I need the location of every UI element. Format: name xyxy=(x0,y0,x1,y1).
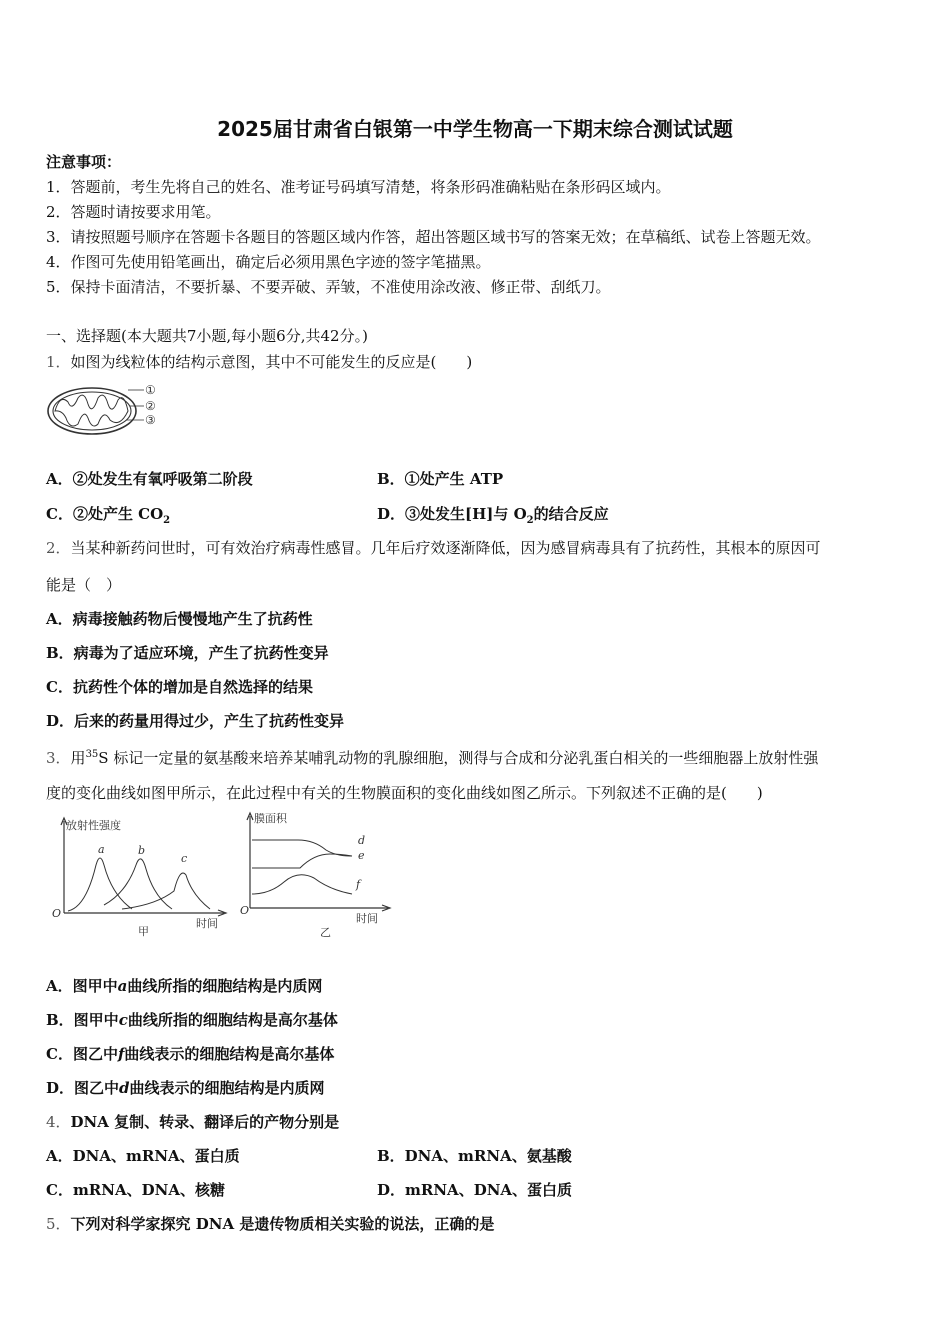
option-a: A．DNA、mRNA、蛋白质 xyxy=(46,1147,240,1165)
x-axis-label: 时间 xyxy=(356,912,378,925)
option-text: A．图甲中 xyxy=(46,977,118,995)
option-text-end: 曲线所指的细胞结构是内质网 xyxy=(127,977,323,995)
label-3: ③ xyxy=(145,413,156,427)
question-5-stem xyxy=(46,1214,494,1234)
question-2-stem-cont: 能是（ ） xyxy=(46,576,122,594)
y-axis-label: 膜面积 xyxy=(254,812,287,825)
option-d-text-end: 的结合反应 xyxy=(533,505,609,523)
question-text: 用 xyxy=(70,749,86,767)
section-heading: 一、选择题(本大题共7小题,每小题6分,共42分。) xyxy=(46,327,368,345)
option-variable: c xyxy=(118,1011,128,1029)
figure-caption: 乙 xyxy=(320,926,331,939)
question-1-stem xyxy=(46,352,472,372)
origin-label: O xyxy=(240,904,250,917)
option-text: B．图甲中 xyxy=(46,1011,119,1029)
option-text-end: 曲线表示的细胞结构是高尔基体 xyxy=(124,1045,335,1063)
question-number: 5． xyxy=(46,1215,71,1233)
option-d xyxy=(46,1078,325,1098)
question-4-stem xyxy=(46,1112,339,1132)
question-text: 如图为线粒体的结构示意图，其中不可能发生的反应是( ) xyxy=(70,353,473,371)
option-text-end: 曲线表示的细胞结构是内质网 xyxy=(129,1079,325,1097)
question-text: 下列对科学家探究 DNA 是遗传物质相关实验的说法，正确的是 xyxy=(70,1215,495,1233)
notice-item: 5．保持卡面清洁，不要折暴、不要弄破、弄皱，不准使用涂改液、修正带、刮纸刀。 xyxy=(46,278,611,296)
option-c: C．抗药性个体的增加是自然选择的结果 xyxy=(46,678,313,696)
question-number: 1． xyxy=(46,353,71,371)
notice-item: 3．请按照题号顺序在答题卡各题目的答题区域内作答，超出答题区域书写的答案无效；在草稿纸、试卷上答题无效。 xyxy=(46,228,821,246)
y-axis-label: 放射性强度 xyxy=(66,819,121,832)
option-text-end: 曲线所指的细胞结构是高尔基体 xyxy=(127,1011,338,1029)
option-d: D．mRNA、DNA、蛋白质 xyxy=(377,1181,573,1199)
option-c: C．mRNA、DNA、核糖 xyxy=(46,1181,225,1199)
option-a xyxy=(46,976,322,996)
subscript: 2 xyxy=(163,515,171,526)
origin-label: O xyxy=(52,907,62,920)
option-text: C．图乙中 xyxy=(46,1045,118,1063)
question-number: 3． xyxy=(46,749,71,767)
notice-item: 4．作图可先使用铅笔画出，确定后必须用黑色字迹的签字笔描黑。 xyxy=(46,253,491,271)
notice-item: 1．答题前，考生先将自己的姓名、准考证号码填写清楚，将条形码准确粘贴在条形码区域内。 xyxy=(46,178,671,196)
question-2-stem xyxy=(46,538,821,558)
label-1: ① xyxy=(145,383,156,397)
option-c xyxy=(46,504,170,531)
mitochondrion-diagram xyxy=(46,380,166,440)
option-d xyxy=(377,504,609,531)
option-a: A．病毒接触药物后慢慢地产生了抗药性 xyxy=(46,610,313,628)
curve-label-e: e xyxy=(358,849,365,862)
figure-yi xyxy=(240,810,400,945)
option-a: A．②处发生有氧呼吸第二阶段 xyxy=(46,470,253,488)
page-title: 2025届甘肃省白银第一中学生物高一下期末综合测试试题 xyxy=(217,117,733,141)
question-text: 当某种新药问世时，可有效治疗病毒性感冒。几年后疗效逐渐降低，因为感冒病毒具有了抗药性，其根本的原因可 xyxy=(70,539,821,557)
option-d-text: D．③处发生[H]与 O xyxy=(377,505,527,523)
curve-label-f: f xyxy=(356,878,361,891)
question-number: 2． xyxy=(46,539,71,557)
option-variable: d xyxy=(119,1079,130,1097)
label-2: ② xyxy=(145,399,156,413)
option-variable: a xyxy=(117,977,128,995)
figure-caption: 甲 xyxy=(138,925,149,938)
question-number: 4． xyxy=(46,1113,71,1131)
curve-label-c: c xyxy=(181,852,188,865)
x-axis-label: 时间 xyxy=(196,917,218,930)
option-b xyxy=(46,1010,338,1030)
figure-jia xyxy=(46,815,236,945)
option-text: D．图乙中 xyxy=(46,1079,120,1097)
option-c-text: C．②处产生 CO xyxy=(46,505,164,523)
option-b: B．①处产生 ATP xyxy=(377,470,504,488)
question-3-stem-cont: 度的变化曲线如图甲所示，在此过程中有关的生物膜面积的变化曲线如图乙所示。下列叙述不正确的是( ) xyxy=(46,784,763,802)
curve-label-b: b xyxy=(138,844,146,857)
subscript: 2 xyxy=(526,515,534,526)
curve-label-a: a xyxy=(98,843,105,856)
question-text: DNA 复制、转录、翻译后的产物分别是 xyxy=(70,1113,340,1131)
option-d: D．后来的药量用得过少，产生了抗药性变异 xyxy=(46,712,345,730)
curve-label-d: d xyxy=(358,834,366,847)
option-variable: f xyxy=(117,1045,125,1063)
option-b: B．DNA、mRNA、氨基酸 xyxy=(377,1147,572,1165)
option-c xyxy=(46,1044,334,1064)
superscript: 35 xyxy=(85,749,99,760)
question-3-stem xyxy=(46,745,818,768)
notice-heading: 注意事项： xyxy=(46,153,122,171)
question-text-cont: S 标记一定量的氨基酸来培养某哺乳动物的乳腺细胞，测得与合成和分泌乳蛋白相关的一些细胞器上放射性强 xyxy=(98,749,819,767)
notice-item: 2．答题时请按要求用笔。 xyxy=(46,203,221,221)
option-b: B．病毒为了适应环境，产生了抗药性变异 xyxy=(46,644,329,662)
